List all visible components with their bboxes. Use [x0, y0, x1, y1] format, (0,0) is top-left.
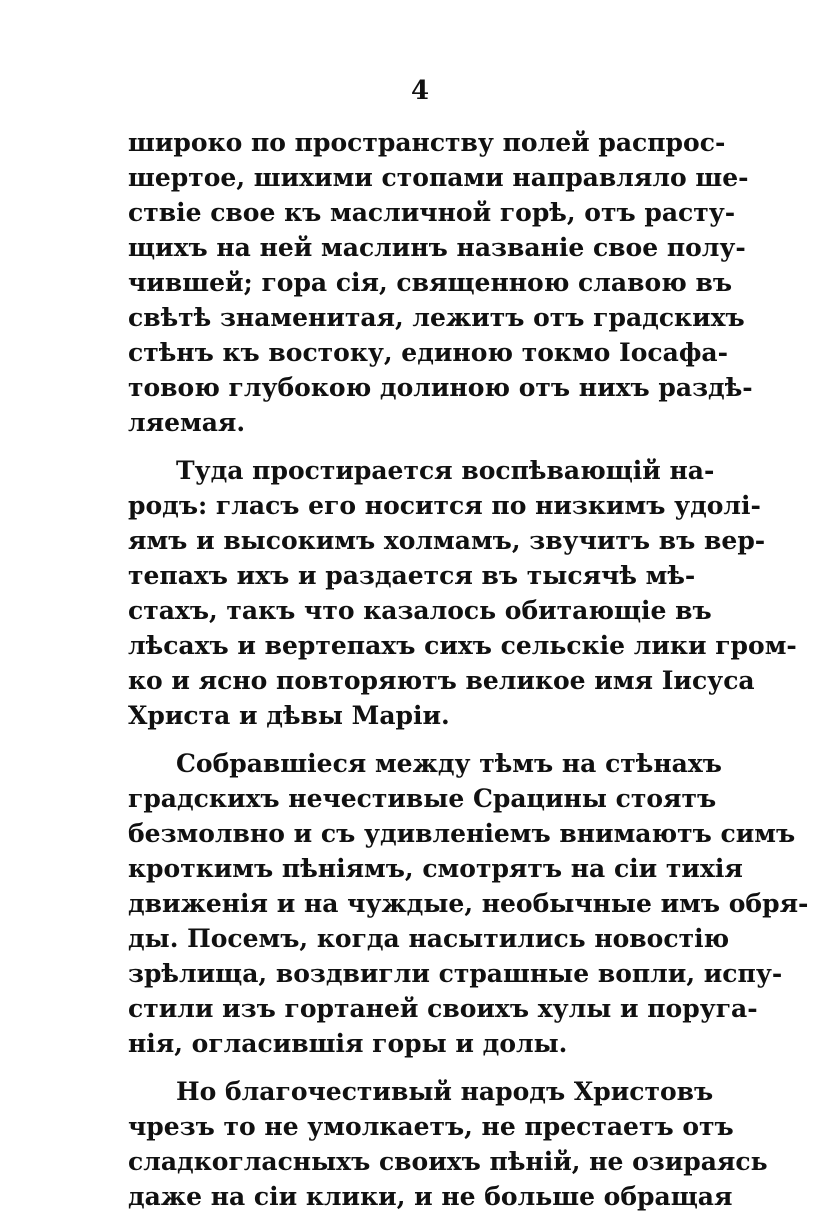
text-line: ствіе свое къ масличной горѣ, отъ расту- — [128, 198, 736, 227]
text-line: тепахъ ихъ и раздается въ тысячѣ мѣ- — [128, 561, 696, 590]
text-line: Но благочестивый народъ Христовъ — [176, 1077, 714, 1106]
text-line: Туда простирается воспѣвающій на- — [176, 456, 715, 485]
page-number: 4 — [410, 76, 430, 106]
text-line: свѣтѣ знаменитая, лежитъ отъ градскихъ — [128, 303, 745, 332]
text-line: зрѣлища, воздвигли страшные вопли, испу- — [128, 959, 783, 988]
text-line: движенія и на чуждые, необычные имъ обря- — [128, 889, 809, 918]
text-line: щихъ на ней маслинъ названіе свое полу- — [128, 233, 746, 262]
text-line: ко и ясно повторяютъ великое имя Іисуса — [128, 666, 755, 695]
body-text — [128, 125, 809, 1214]
text-line: Собравшіеся между тѣмъ на стѣнахъ — [176, 749, 722, 778]
text-line: товою глубокою долиною отъ нихъ раздѣ- — [128, 373, 753, 402]
paragraph — [128, 1074, 768, 1214]
text-line: кроткимъ пѣніямъ, смотрятъ на сіи тихія — [128, 854, 743, 883]
text-line: стѣнъ къ востоку, единою токмо Іосафа- — [128, 338, 728, 367]
text-line: чившей; гора сія, священною славою въ — [128, 268, 733, 297]
text-line: нія, огласившія горы и долы. — [128, 1029, 568, 1058]
text-line: ды. Посемъ, когда насытились новостію — [128, 924, 730, 953]
text-line: широко по пространству полей распрос- — [128, 128, 726, 157]
paragraph — [128, 125, 753, 440]
paragraph-gap — [128, 1061, 688, 1074]
paragraph-gap — [128, 733, 688, 746]
paragraph — [128, 453, 797, 733]
text-line: стахъ, такъ что казалось обитающіе въ — [128, 596, 712, 625]
text-line: сладкогласныхъ своихъ пѣній, не озираясь — [128, 1147, 768, 1176]
paragraph-gap — [128, 440, 688, 453]
text-line: родъ: гласъ его носится по низкимъ удолі- — [128, 491, 761, 520]
text-line: градскихъ нечестивые Срацины стоятъ — [128, 784, 717, 813]
text-line: даже на сіи клики, и не больше обращая — [128, 1182, 733, 1211]
text-line: ляемая. — [128, 408, 246, 437]
paragraph — [128, 746, 809, 1061]
text-line: лѣсахъ и вертепахъ сихъ сельскіе лики гром- — [128, 631, 797, 660]
text-line: стили изъ гортаней своихъ хулы и поруга- — [128, 994, 758, 1023]
text-line: ямъ и высокимъ холмамъ, звучитъ въ вер- — [128, 526, 766, 555]
text-line: Христа и дѣвы Маріи. — [128, 701, 450, 730]
text-line: безмолвно и съ удивленіемъ внимаютъ симъ — [128, 819, 796, 848]
text-line: чрезъ то не умолкаетъ, не престаетъ отъ — [128, 1112, 734, 1141]
text-line: шертое, шихими стопами направляло ше- — [128, 163, 749, 192]
